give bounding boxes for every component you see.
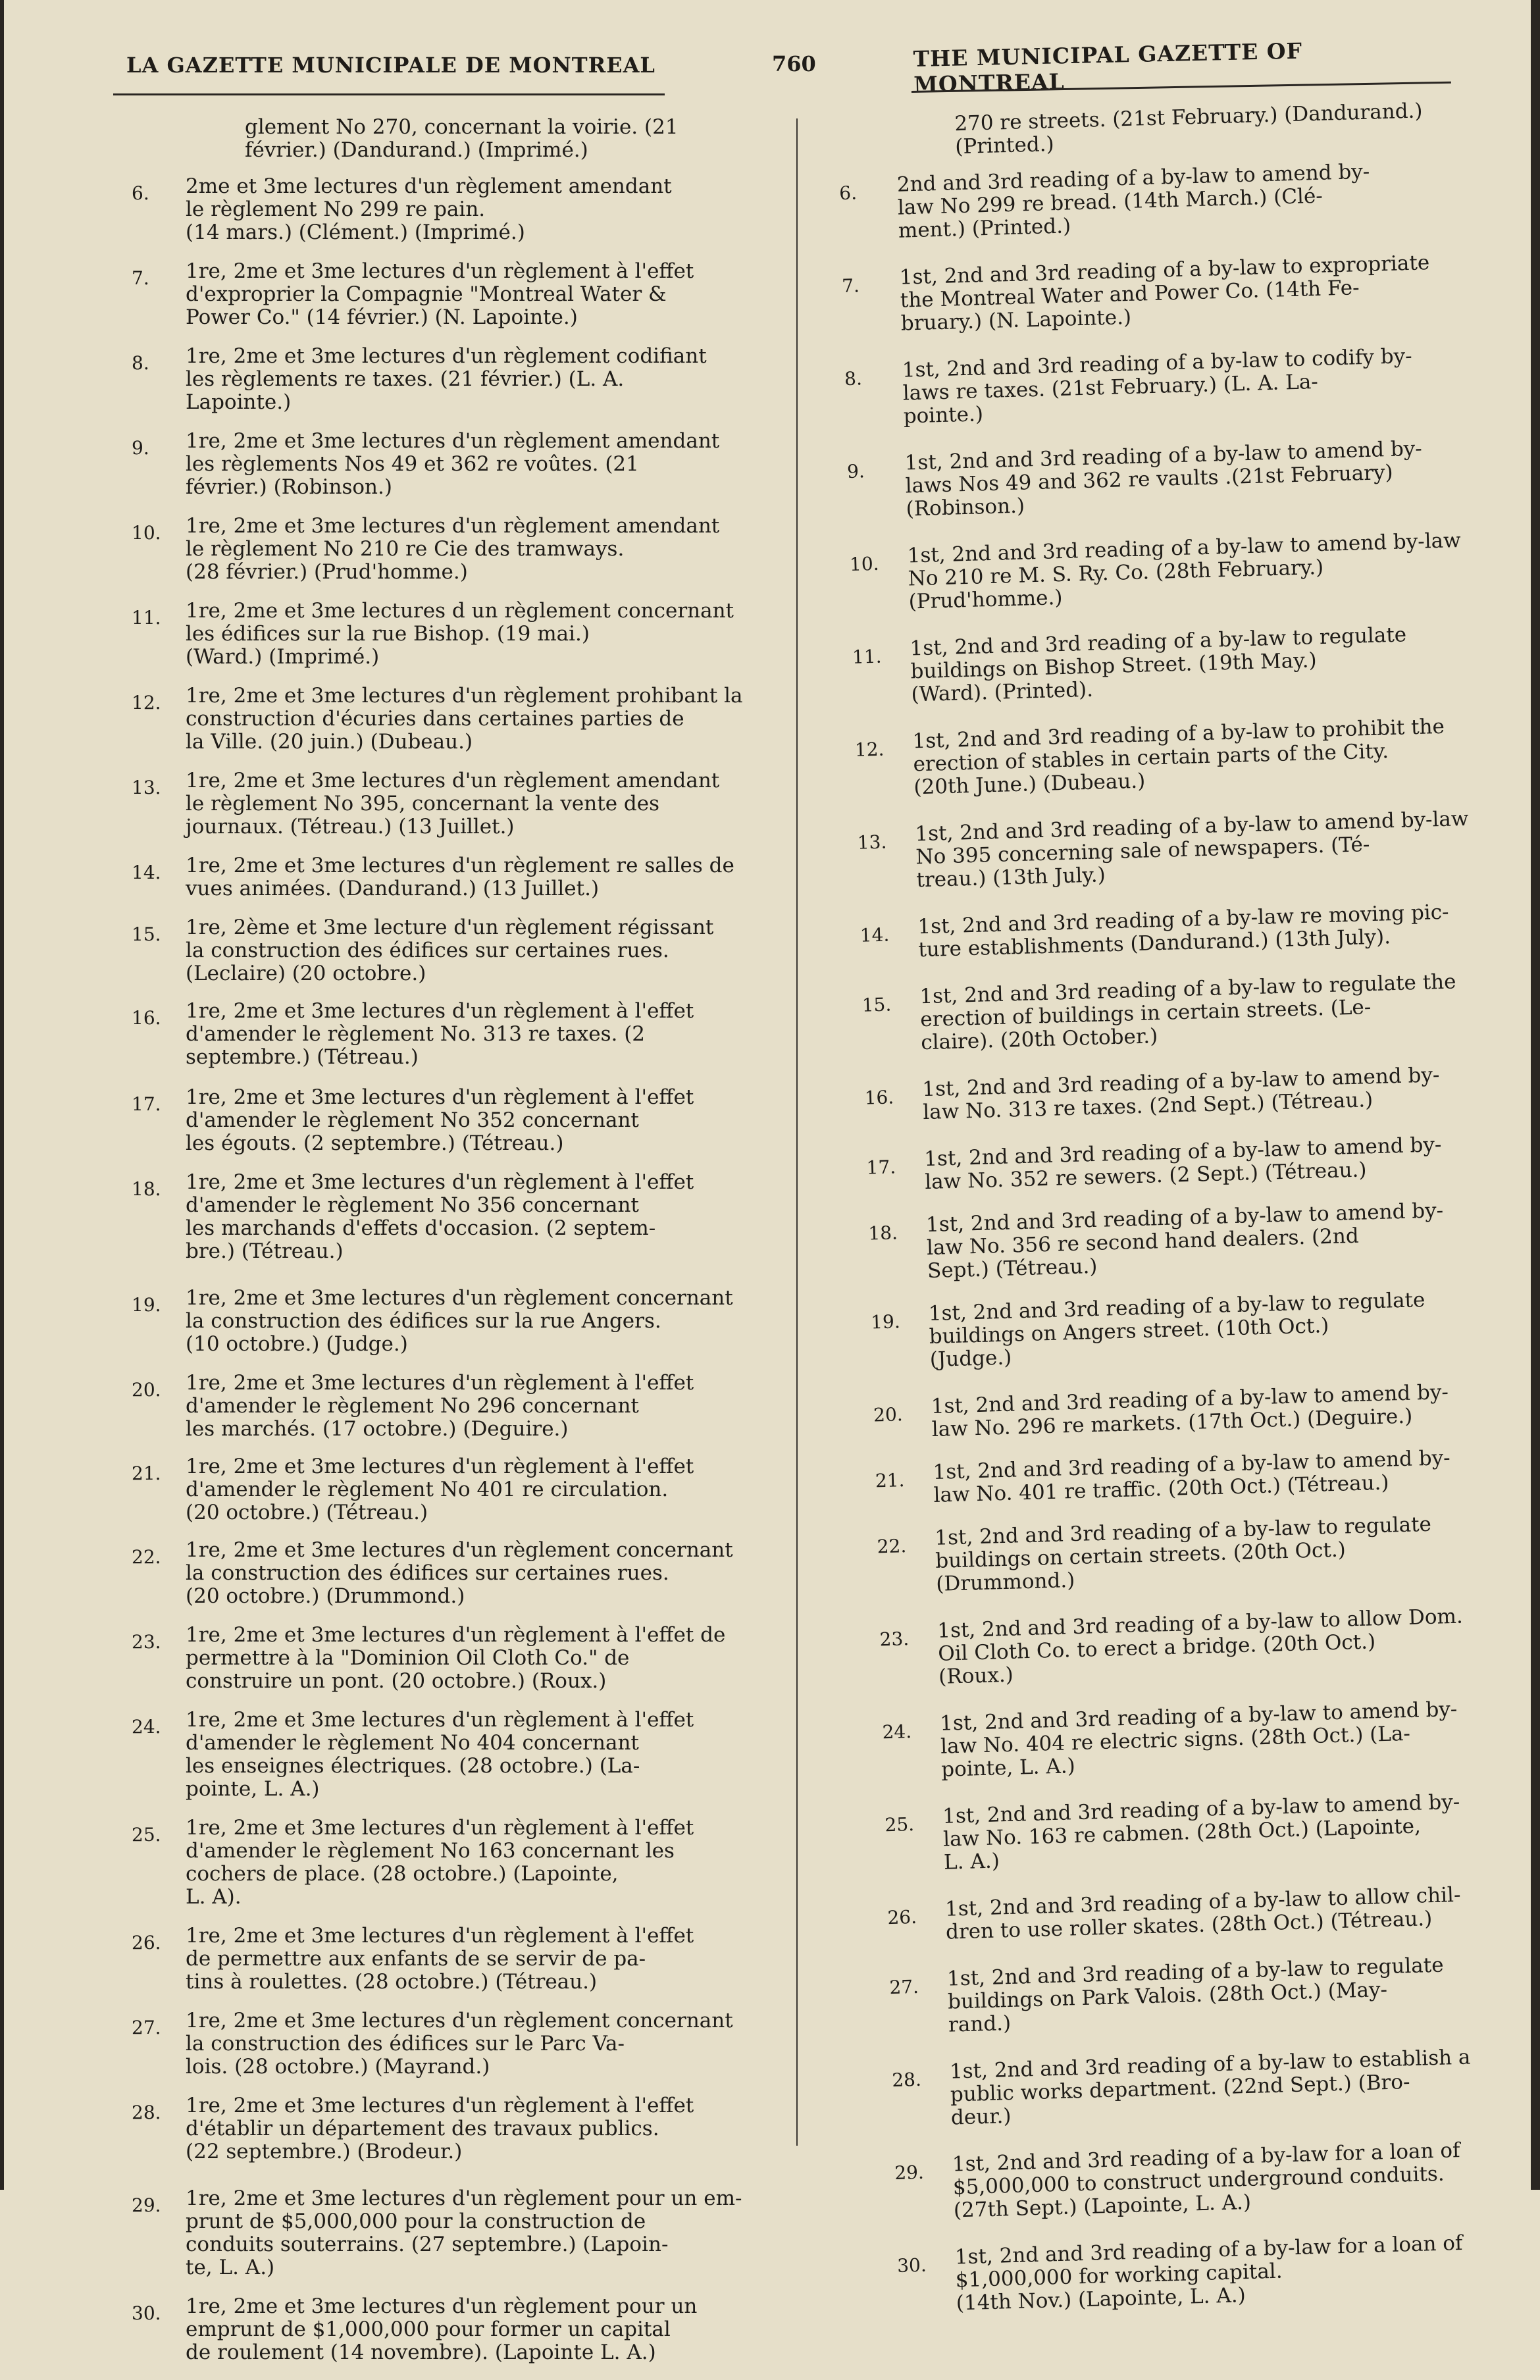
page-header [112, 38, 1454, 97]
french-entry-text: 1re, 2me et 3me lectures d'un règlement à l'effet d'amender le règlement No 163 concernant les cochers de place. (28 octobre.) (Lapointe, L. A). [186, 1816, 694, 1909]
french-entry-text: 1re, 2me et 3me lectures d'un règlement à l'effet d'amender le règlement No 401 re circulation. (20 octobre.) (Tétreau.) [186, 1455, 694, 1524]
french-entry-text: 1re, 2me et 3me lectures d'un règlement concernant la construction des édifices sur la rue Angers. (10 octobre.) (Judge.) [186, 1286, 733, 1356]
english-entry [891, 2044, 1531, 2131]
french-entry [132, 1000, 790, 1069]
french-entry-text: 1re, 2ème et 3me lecture d'un règlement régissant la construction des édifices sur certaines rues. (Leclaire) (20 octobre.) [186, 916, 714, 985]
english-entry [879, 1603, 1518, 1690]
english-entry [875, 1445, 1513, 1509]
french-entry [132, 1539, 790, 1608]
french-entry [132, 916, 790, 985]
english-entry-text: 1st, 2nd and 3rd reading of a by-law to amend by-law No 210 re M. S. Ry. Co. (28th February.) (Prud'homme.) [907, 529, 1462, 614]
french-entry-number: 27. [132, 2017, 161, 2038]
french-entry [132, 1817, 790, 1909]
french-entry-text: 1re, 2me et 3me lectures d'un règlement à l'effet d'amender le règlement No 352 concernant les égouts. (2 septembre.) (Tétreau.) [186, 1085, 694, 1155]
english-entry-number: 27. [888, 1975, 919, 1999]
page-edge-left [0, 0, 4, 2190]
english-entry-number: 28. [891, 2068, 922, 2092]
page-number: 760 [772, 51, 816, 76]
english-entry-text: 1st, 2nd and 3rd reading of a by-law to regulate buildings on Bishop Street. (19th May.) (Ward). (Printed). [910, 623, 1407, 707]
header-rule-left [113, 93, 665, 95]
french-entry-number: 26. [132, 1932, 161, 1953]
english-entry [854, 714, 1493, 801]
french-entry-text: 1re, 2me et 3me lectures d'un règlement re salles de vues animées. (Dandurand.) (13 Juillet.) [186, 854, 734, 900]
french-entry [132, 2187, 790, 2279]
french-entry [132, 2295, 790, 2364]
english-entry [885, 1789, 1524, 1876]
english-entry-number: 24. [882, 1720, 912, 1744]
french-entry-number: 24. [132, 1716, 161, 1738]
french-entry [132, 854, 790, 900]
french-entry-number: 29. [132, 2194, 161, 2216]
english-entry-text: 1st, 2nd and 3rd reading of a by-law for a loan of $5,000,000 to construct underground conduits. (27th Sept.) (Lapointe, L. A.) [952, 2138, 1460, 2223]
english-entry [860, 900, 1498, 964]
french-entry-number: 23. [132, 1631, 161, 1653]
french-entry-number: 9. [132, 437, 149, 459]
english-entry [877, 1511, 1516, 1597]
french-entry-text: 1re, 2me et 3me lectures d un règlement concernant les édifices sur la rue Bishop. (19 mai.) (Ward.) (Imprimé.) [186, 599, 734, 669]
french-entry-text: 1re, 2me et 3me lectures d'un règlement à l'effet d'établir un département des travaux publics. (22 septembre.) (Brodeur.) [186, 2094, 694, 2163]
english-entry-text: 270 re streets. (21st February.) (Dandurand.) (Printed.) [954, 99, 1423, 159]
english-entry-number: 10. [849, 552, 880, 575]
english-entry-text: 1st, 2nd and 3rd reading of a by-law to regulate buildings on Angers street. (10th Oct.) (Judge.) [928, 1287, 1425, 1372]
english-entry [849, 529, 1488, 615]
french-entry-text: 1re, 2me et 3me lectures d'un règlement concernant la construction des édifices sur certaines rues. (20 octobre.) (Drummond.) [186, 1538, 733, 1608]
french-entry [132, 1372, 790, 1441]
english-entry [842, 98, 1476, 162]
english-entry-text: 1st, 2nd and 3rd reading of a by-law to prohibit the erection of stables in certain parts of the City. (20th June.) (Dubeau.) [912, 714, 1445, 800]
header-french-title: LA GAZETTE MUNICIPALE DE MONTREAL [126, 53, 655, 78]
french-entry [132, 600, 790, 669]
french-entry-number: 25. [132, 1824, 161, 1846]
english-entry-text: 1st, 2nd and 3rd reading of a by-law to expropriate the Montreal Water and Power Co. (14th Fe- bruary.) (N. Lapointe.) [899, 251, 1430, 336]
french-entry [132, 260, 790, 329]
english-entry [841, 250, 1480, 337]
french-entry [132, 1086, 790, 1155]
french-entry-number: 6. [132, 182, 149, 204]
english-entry-text: 1st, 2nd and 3rd reading of a by-law to codify by- laws re taxes. (21st February.) (L. A. La- pointe.) [902, 344, 1413, 428]
french-entry-number: 14. [132, 862, 161, 883]
english-entry-number: 6. [838, 182, 858, 205]
french-entry-text: 1re, 2me et 3me lectures d'un règlement codifiant les règlements re taxes. (21 février.) (L. A. Lapointe.) [186, 344, 707, 414]
english-entry-number: 17. [866, 1156, 896, 1179]
english-entry-text: 1st, 2nd and 3rd reading of a by-law re moving pic- ture establishments (Dandurand.) (13th July). [917, 900, 1449, 962]
english-column [838, 98, 1536, 2340]
french-entry-text: 1re, 2me et 3me lectures d'un règlement amendant les règlements Nos 49 et 362 re voûtes. (21 février.) (Robinson.) [186, 429, 720, 499]
english-entry-text: 1st, 2nd and 3rd reading of a by-law to allow Dom. Oil Cloth Co. to erect a bridge. (20th Oct.) (Roux.) [937, 1604, 1464, 1689]
column-divider [796, 118, 798, 2146]
english-entry-text: 1st, 2nd and 3rd reading of a by-law to amend by- law No. 356 re second hand dealers. (2nd Sept.) (Tétreau.) [925, 1199, 1444, 1283]
english-entry-number: 16. [864, 1086, 894, 1109]
french-entry [132, 175, 790, 244]
english-entry [896, 2230, 1535, 2317]
english-entry [844, 343, 1483, 430]
french-entry-text: 1re, 2me et 3me lectures d'un règlement pour un em- prunt de $5,000,000 pour la construction de conduits souterrains. (27 septembre.) (Lapoin- te, L. A.) [186, 2186, 742, 2279]
french-entry-number: 15. [132, 923, 161, 945]
french-entry-number: 17. [132, 1093, 161, 1115]
english-entry [873, 1379, 1511, 1443]
french-entry [132, 1709, 790, 1801]
french-entry [132, 769, 790, 839]
french-entry [132, 1455, 790, 1524]
french-entry-number: 21. [132, 1462, 161, 1484]
english-entry-number: 29. [894, 2161, 925, 2184]
french-entry-number: 20. [132, 1379, 161, 1401]
english-entry-number: 9. [846, 460, 865, 483]
english-entry-text: 1st, 2nd and 3rd reading of a by-law to amend by- law No. 352 re sewers. (2 Sept.) (Tétreau.) [923, 1133, 1442, 1195]
french-entry-number: 7. [132, 267, 149, 289]
french-entry [132, 430, 790, 499]
french-entry-text: glement No 270, concernant la voirie. (21 février.) (Dandurand.) (Imprimé.) [245, 115, 679, 162]
french-entry-text: 1re, 2me et 3me lectures d'un règlement à l'effet d'amender le règlement No 404 concernant les enseignes électriques. (28 octobre.) (La- pointe, L. A.) [186, 1708, 694, 1801]
french-entry-text: 2me et 3me lectures d'un règlement amendant le règlement No 299 re pain. (14 mars.) (Clément.) (Imprimé.) [186, 174, 672, 244]
french-entry-number: 22. [132, 1546, 161, 1568]
english-entry-number: 11. [852, 645, 882, 668]
english-entry-text: 1st, 2nd and 3rd reading of a by-law to regulate buildings on Park Valois. (28th Oct.) (May- rand.) [946, 1953, 1445, 2037]
french-entry-text: 1re, 2me et 3me lectures d'un règlement à l'effet d'exproprier la Compagnie "Montreal Water & Power Co." (14 février.) (N. Lapointe.) [186, 259, 694, 329]
french-entry [132, 1287, 790, 1356]
english-entry [888, 1952, 1528, 2038]
french-entry-number: 16. [132, 1007, 161, 1029]
french-entry-text: 1re, 2me et 3me lectures d'un règlement pour un emprunt de $1,000,000 pour former un capital de roulement (14 novembre). (Lapointe L. A.) [186, 2294, 698, 2364]
english-entry-number: 8. [844, 367, 863, 390]
french-entry [132, 515, 790, 584]
french-entry-number: 13. [132, 777, 161, 798]
english-entry-number: 30. [896, 2254, 927, 2277]
english-entry-text: 1st, 2nd and 3rd reading of a by-law to amend by-law No 395 concerning sale of newspapers. (Té- treau.) (13th July.) [915, 806, 1469, 892]
english-entry-text: 1st, 2nd and 3rd reading of a by-law to amend by- law No. 404 re electric signs. (28th Oct.) (La- pointe, L. A.) [939, 1697, 1458, 1782]
english-entry-text: 1st, 2nd and 3rd reading of a by-law for a loan of $1,000,000 for working capital. (14th Nov.) (Lapointe, L. A.) [954, 2231, 1463, 2315]
english-entry-number: 21. [875, 1469, 905, 1492]
french-entry [132, 2009, 790, 2079]
english-entry [838, 157, 1478, 244]
english-entry-number: 12. [854, 738, 885, 761]
english-entry-number: 19. [870, 1310, 901, 1333]
english-entry-text: 1st, 2nd and 3rd reading of a by-law to amend by- law No. 313 re taxes. (2nd Sept.) (Tétreau.) [921, 1063, 1440, 1125]
page-edge-right [1531, 0, 1540, 2190]
english-entry [846, 436, 1485, 523]
english-entry-number: 22. [877, 1535, 907, 1558]
english-entry [857, 806, 1496, 894]
french-entry-text: 1re, 2me et 3me lectures d'un règlement concernant la construction des édifices sur le Parc Va- lois. (28 octobre.) (Mayrand.) [186, 2009, 733, 2079]
french-entry [132, 345, 790, 414]
french-entry-text: 1re, 2me et 3me lectures d'un règlement à l'effet d'amender le règlement No 356 concernant les marchands d'effets d'occasion. (2 septem- bre.) (Tétreau.) [186, 1170, 694, 1263]
english-entry-number: 23. [879, 1628, 910, 1651]
french-entry [132, 685, 790, 754]
english-entry-text: 1st, 2nd and 3rd reading of a by-law to allow chil- dren to use roller skates. (28th Oct.) (Tétreau.) [944, 1882, 1461, 1944]
french-entry [132, 1171, 790, 1263]
french-entry-number: 18. [132, 1178, 161, 1200]
french-entry [132, 1624, 790, 1693]
english-entry-number: 15. [861, 993, 892, 1016]
french-entry-text: 1re, 2me et 3me lectures d'un règlement amendant le règlement No 210 re Cie des tramways. (28 février.) (Prud'homme.) [186, 514, 720, 584]
english-entry-text: 1st, 2nd and 3rd reading of a by-law to amend by- law No. 296 re markets. (17th Oct.) (Deguire.) [931, 1380, 1449, 1441]
french-entry [132, 1925, 790, 1994]
english-entry [887, 1882, 1526, 1946]
english-entry-text: 1st, 2nd and 3rd reading of a by-law to amend by- laws Nos 49 and 362 re vaults .(21st February) (Robinson.) [904, 436, 1423, 521]
french-entry-text: 1re, 2me et 3me lectures d'un règlement à l'effet de permettre à la "Dominion Oil Cloth Co." de construire un pont. (20 octobre.) (Roux.) [186, 1623, 726, 1693]
french-column [132, 116, 790, 2380]
english-entry-number: 26. [887, 1905, 917, 1929]
french-entry [132, 2094, 790, 2163]
french-entry-number: 19. [132, 1294, 161, 1316]
english-entry [861, 970, 1501, 1056]
english-entry-text: 1st, 2nd and 3rd reading of a by-law to regulate buildings on certain streets. (20th Oct.) (Drummond.) [934, 1512, 1432, 1596]
english-entry-text: 1st, 2nd and 3rd reading of a by-law to establish a public works department. (22nd Sept.) (Bro- deur.) [949, 2045, 1471, 2130]
french-entry-text: 1re, 2me et 3me lectures d'un règlement à l'effet de permettre aux enfants de se servir de pa- tins à roulettes. (28 octobre.) (Tétreau.) [186, 1924, 694, 1994]
french-entry-number: 10. [132, 522, 161, 544]
header-english-title: THE MUNICIPAL GAZETTE OF MONTREAL [913, 38, 1303, 97]
english-entry [870, 1286, 1509, 1373]
english-entry [866, 1132, 1504, 1196]
english-entry-text: 1st, 2nd and 3rd reading of a by-law to regulate the erection of buildings in certain streets. (Le- claire). (20th October.) [919, 970, 1456, 1055]
english-entry [852, 621, 1491, 708]
english-entry-number [837, 121, 883, 122]
english-entry [882, 1696, 1521, 1783]
english-entry-text: 1st, 2nd and 3rd reading of a by-law to amend by- law No. 163 re cabmen. (28th Oct.) (Lapointe, L. A.) [942, 1790, 1460, 1875]
english-entry [894, 2137, 1533, 2224]
french-entry-number: 30. [132, 2302, 161, 2324]
french-entry-number: 12. [132, 692, 161, 713]
english-entry [864, 1062, 1502, 1126]
french-entry-number: 11. [132, 607, 161, 629]
french-entry-text: 1re, 2me et 3me lectures d'un règlement prohibant la construction d'écuries dans certaines parties de la Ville. (20 juin.) (Dubeau.) [186, 684, 743, 754]
french-entry-text: 1re, 2me et 3me lectures d'un règlement amendant le règlement No 395, concernant la vente des journaux. (Tétreau.) (13 Juillet.) [186, 769, 720, 839]
french-entry [132, 116, 790, 162]
french-entry-text: 1re, 2me et 3me lectures d'un règlement à l'effet d'amender le règlement No. 313 re taxes. (2 septembre.) (Tétreau.) [186, 999, 694, 1069]
english-entry-number: 13. [857, 831, 887, 854]
english-entry-number: 25. [885, 1813, 915, 1836]
english-entry-text: 2nd and 3rd reading of a by-law to amend by- law No 299 re bread. (14th March.) (Clé- ment.) (Printed.) [896, 159, 1370, 243]
english-entry-number: 7. [841, 274, 860, 298]
french-entry-number: 8. [132, 352, 149, 374]
french-entry-text: 1re, 2me et 3me lectures d'un règlement à l'effet d'amender le règlement No 296 concernant les marchés. (17 octobre.) (Deguire.) [186, 1371, 694, 1441]
english-entry-number: 18. [867, 1222, 898, 1245]
english-entry-text: 1st, 2nd and 3rd reading of a by-law to amend by- law No. 401 re traffic. (20th Oct.) (Tétreau.) [933, 1446, 1451, 1507]
english-entry-number: 14. [860, 923, 890, 946]
french-entry-number: 28. [132, 2102, 161, 2123]
english-entry-number: 20. [873, 1403, 904, 1426]
english-entry [867, 1198, 1507, 1285]
